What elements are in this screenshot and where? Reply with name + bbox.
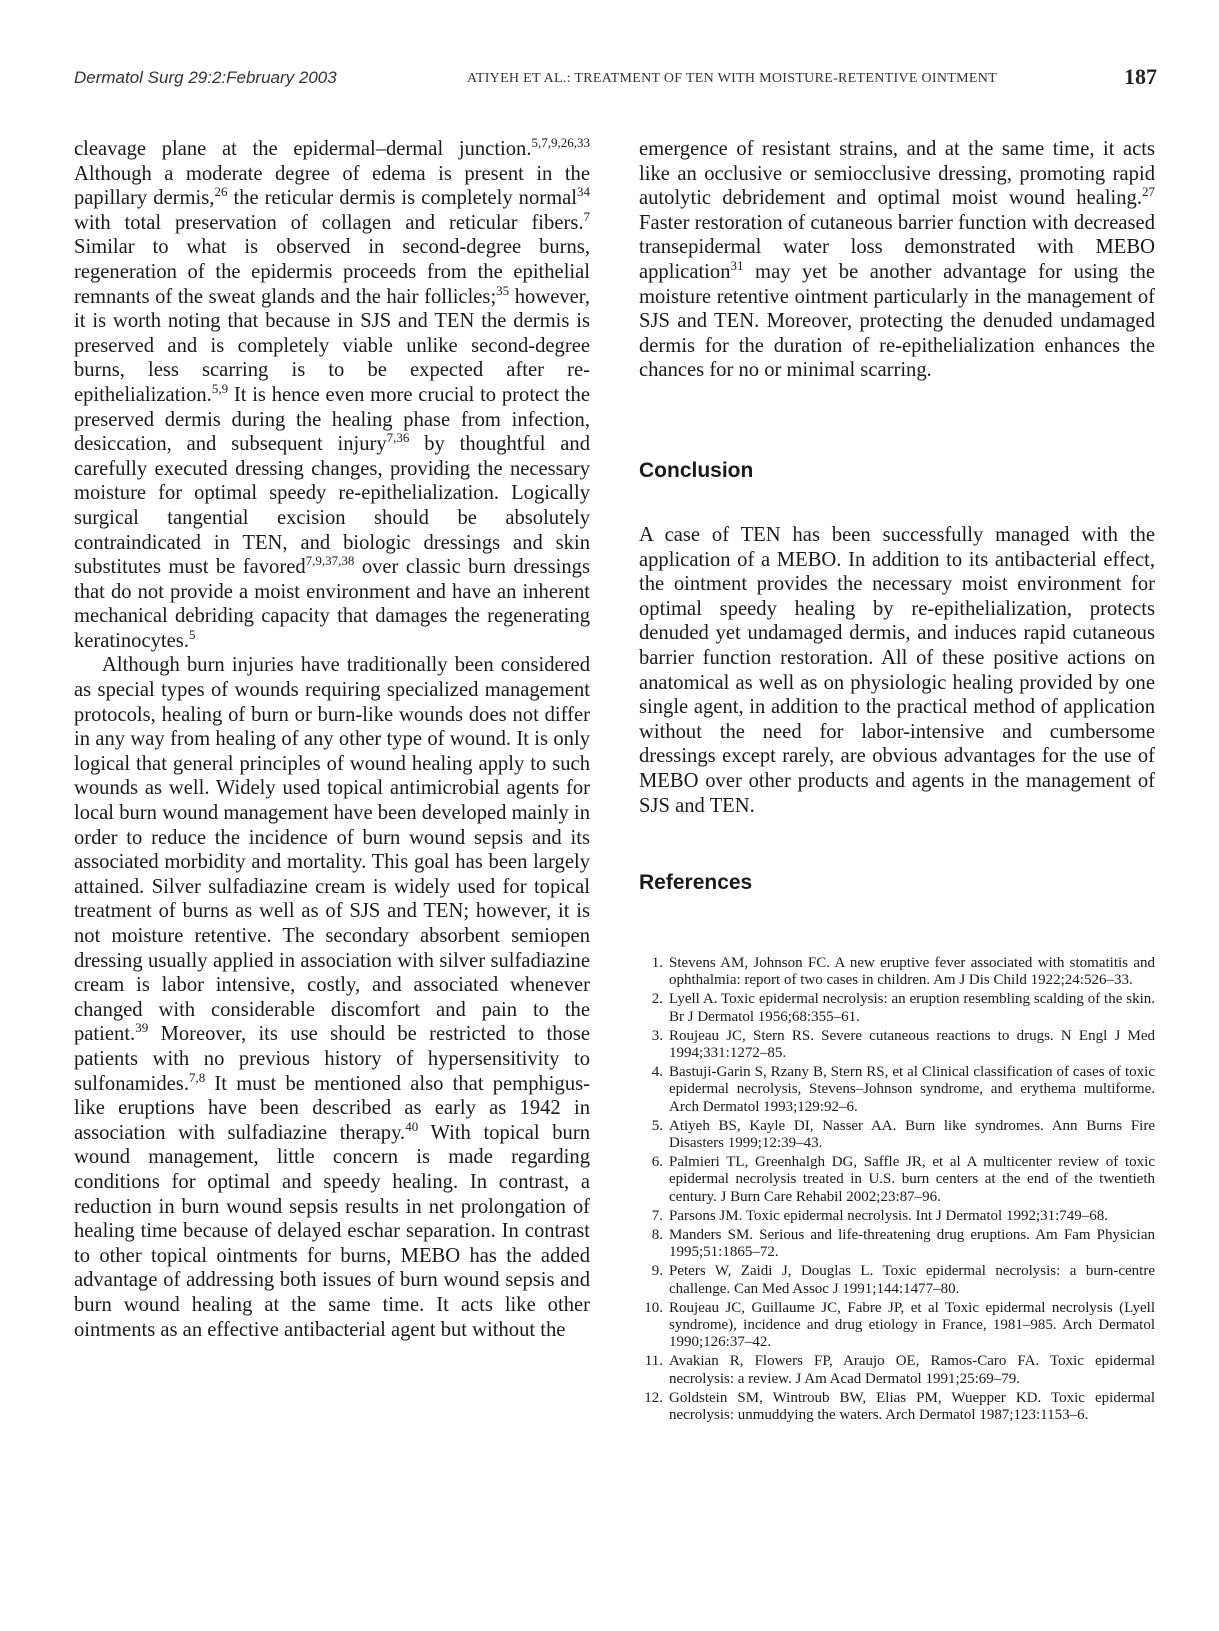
reference-item: [639, 1353, 1155, 1387]
text-run: It must be mentioned also that pemphigus-like eruptions have been described as early as 1942 in association with sulfadiazine therapy.: [74, 1072, 590, 1144]
reference-text: Stevens AM, Johnson FC. A new eruptive fever associated with stomatitis and ophthalmia: report of two cases in children. Am J Dis Child 1922;24:526–33.: [669, 955, 1155, 989]
text-run: Similar to what is observed in second-degree burns, regeneration of the epidermis proceeds from the epithelial remnants of the sweat glands and the hair follicles;: [74, 236, 590, 308]
citation-superscript: 40: [405, 1118, 419, 1134]
reference-number: 8.: [651, 1227, 663, 1244]
citation-superscript: 27: [1142, 184, 1155, 200]
citation-superscript: 5: [188, 627, 196, 643]
reference-number: 10.: [644, 1299, 663, 1316]
conclusion-paragraph: A case of TEN has been successfully managed with the application of a MEBO. In addition to its antibacterial effect, the ointment provides the necessary moist environment for optimal speedy healing by re-epithelialization, protects denuded yet undamaged dermis, and induces rapid cutaneous barrier function restoration. All of these positive actions on anatomical as well as on physiologic healing provided by one single agent, in addition to the practical method of application without the need for labor-intensive and cumbersome dressings except rarely, are obvious advantages for the use of MEBO over other products and agents in the management of SJS and TEN.: [639, 524, 1155, 817]
right-column: [639, 137, 1155, 383]
citation-superscript: 26: [214, 184, 228, 200]
reference-item: [639, 1300, 1155, 1352]
reference-item: [639, 1028, 1155, 1062]
citation-superscript: 5,7,9,26,33: [531, 135, 590, 151]
reference-text: Avakian R, Flowers FP, Araujo OE, Ramos-Caro FA. Toxic epidermal necrolysis: a review. J Am Acad Dermatol 1991;25:69–79.: [669, 1353, 1155, 1387]
reference-number: 4.: [651, 1064, 663, 1081]
body-paragraph: [74, 653, 590, 1342]
reference-item: [639, 1154, 1155, 1206]
reference-number: 2.: [651, 991, 663, 1008]
text-run: Moreover, its use should be restricted to those patients with no previous history of hypersensitivity to sulfonamides.: [74, 1023, 590, 1095]
reference-item: [639, 1208, 1155, 1225]
reference-text: Atiyeh BS, Kayle DI, Nasser AA. Burn like syndromes. Ann Burns Fire Disasters 1999;12:39–43.: [669, 1117, 1155, 1152]
reference-item: [639, 955, 1155, 989]
reference-text: Goldstein SM, Wintroub BW, Elias PM, Wuepper KD. Toxic epidermal necrolysis: unmuddying the waters. Arch Dermatol 1987;123:1153–6.: [669, 1389, 1155, 1424]
reference-number: 12.: [644, 1389, 663, 1406]
reference-number: 11.: [644, 1353, 663, 1370]
reference-text: Bastuji-Garin S, Rzany B, Stern RS, et al Clinical classification of cases of toxic epidermal necrolysis, Stevens–Johnson syndrome, and erythema multiforme. Arch Dermatol 1993;129:92–6.: [669, 1064, 1155, 1115]
reference-text: Parsons JM. Toxic epidermal necrolysis. Int J Dermatol 1992;31:749–68.: [669, 1207, 1109, 1224]
text-run: Faster restoration of cutaneous barrier function with decreased transepidermal water loss demonstrated with MEBO application: [639, 211, 1155, 283]
reference-item: [639, 991, 1155, 1025]
page-number: 187: [1124, 64, 1157, 89]
reference-item: [639, 1390, 1155, 1424]
conclusion-heading: Conclusion: [639, 459, 754, 482]
text-run: the reticular dermis is completely normal: [227, 187, 578, 210]
text-run: With topical burn wound management, little concern is made regarding conditions for optimal and speedy healing. In contrast, a reduction in burn wound sepsis results in net prolongation of healing time because of delayed eschar separation. In contrast to other topical ointments for burns, MEBO has the added advantage of addressing both issues of burn wound sepsis and burn wound healing at the same time. It acts like other ointments as an effective antibacterial agent but without the: [74, 1121, 590, 1341]
text-run: by thoughtful and carefully executed dressing changes, providing the necessary moisture for optimal speedy re-epithelialization. Logically surgical tangential excision should be absolutely contraindicated in TEN, and biologic dressings and skin substitutes must be favored: [74, 433, 590, 579]
citation-superscript: 34: [577, 184, 591, 200]
citation-superscript: 39: [135, 1020, 149, 1036]
citation-superscript: 31: [730, 258, 744, 274]
left-column: [74, 137, 590, 1342]
text-run: Although a moderate degree of edema is present in the papillary dermis,: [74, 162, 590, 210]
reference-item: [639, 1064, 1155, 1116]
reference-number: 7.: [651, 1207, 663, 1224]
text-run: with total preservation of collagen and reticular fibers.: [74, 211, 584, 234]
reference-text: Manders SM. Serious and life-threatening drug eruptions. Am Fam Physician 1995;51:1865–72.: [669, 1227, 1155, 1261]
text-run: emergence of resistant strains, and at the same time, it acts like an occlusive or semiocclusive dressing, promoting rapid autolytic debridement and optimal moist wound healing.: [639, 138, 1155, 210]
text-run: however, it is worth noting that because in SJS and TEN the dermis is preserved and is completely viable unlike second-degree burns, less scarring is to be expected after re-epithelialization.: [74, 285, 590, 406]
reference-number: 6.: [651, 1154, 663, 1171]
references-heading: References: [639, 871, 753, 894]
reference-text: Roujeau JC, Guillaume JC, Fabre JP, et al Toxic epidermal necrolysis (Lyell syndrome), incidence and drug etiology in France, 1981–985. Arch Dermatol 1990;126:37–42.: [669, 1299, 1155, 1351]
references-list: [639, 955, 1155, 1426]
reference-text: Palmieri TL, Greenhalgh DG, Saffle JR, et al A multicenter review of toxic epidermal necrolysis treated in U.S. burn centers at the end of the twentieth century. J Burn Care Rehabil 2002;23:87–96.: [669, 1154, 1155, 1205]
reference-item: [639, 1118, 1155, 1152]
citation-superscript: 7,36: [386, 430, 410, 446]
text-run: It is hence even more crucial to protect the preserved dermis during the healing phase from infection, desiccation, and subsequent injury: [74, 383, 590, 456]
citation-superscript: 7,8: [188, 1069, 206, 1085]
text-run: over classic burn dressings that do not provide a moist environment and have an inherent mechanical debriding capacity that damages the regenerating keratinocytes.: [74, 556, 590, 652]
citation-superscript: 5,9: [211, 381, 229, 397]
reference-number: 5.: [651, 1117, 663, 1134]
text-run: Although burn injuries have traditionally been considered as special types of wounds requiring specialized management protocols, healing of burn or burn-like wounds does not differ in any way from healing of any other type of wound. It is only logical that general principles of wound healing apply to such wounds as well. Widely used topical antimicrobial agents for local burn wound management have been developed mainly in order to reduce the incidence of burn wound sepsis and its associated morbidity and mortality. This goal has been largely attained. Silver sulfadiazine cream is widely used for topical treatment of burns as well as of SJS and TEN; however, it is not moisture retentive. The secondary absorbent semiopen dressing usually applied in association with silver sulfadiazine cream is labor intensive, costly, and associated whenever changed with considerable discomfort and pain to the patient.: [74, 654, 590, 1046]
reference-number: 9.: [651, 1263, 663, 1280]
text-run: cleavage plane at the epidermal–dermal junction.: [74, 138, 532, 160]
journal-citation: Dermatol Surg 29:2:February 2003: [74, 68, 337, 87]
reference-text: Peters W, Zaidi J, Douglas L. Toxic epidermal necrolysis: a burn-centre challenge. Can Med Assoc J 1991;144:1477–80.: [669, 1263, 1155, 1297]
reference-number: 3.: [651, 1027, 663, 1044]
citation-superscript: 7: [583, 208, 590, 224]
text-run: may yet be another advantage for using the moisture retentive ointment particularly in the management of SJS and TEN. Moreover, protecting the denuded undamaged dermis for the duration of re-epithelialization enhances the chances for no or minimal scarring.: [639, 260, 1155, 382]
body-paragraph: [639, 137, 1155, 383]
body-paragraph: [74, 137, 590, 653]
reference-text: Roujeau JC, Stern RS. Severe cutaneous reactions to drugs. N Engl J Med 1994;331:1272–85.: [669, 1027, 1155, 1062]
reference-item: [639, 1227, 1155, 1261]
reference-number: 1.: [651, 955, 663, 971]
reference-item: [639, 1263, 1155, 1297]
running-title: ATIYEH ET AL.: TREATMENT OF TEN WITH MOISTURE-RETENTIVE OINTMENT: [467, 71, 998, 86]
reference-text: Lyell A. Toxic epidermal necrolysis: an eruption resembling scalding of the skin. Br J Dermatol 1956;68:355–61.: [669, 991, 1155, 1025]
citation-superscript: 35: [496, 282, 510, 298]
citation-superscript: 7,9,37,38: [305, 553, 355, 569]
